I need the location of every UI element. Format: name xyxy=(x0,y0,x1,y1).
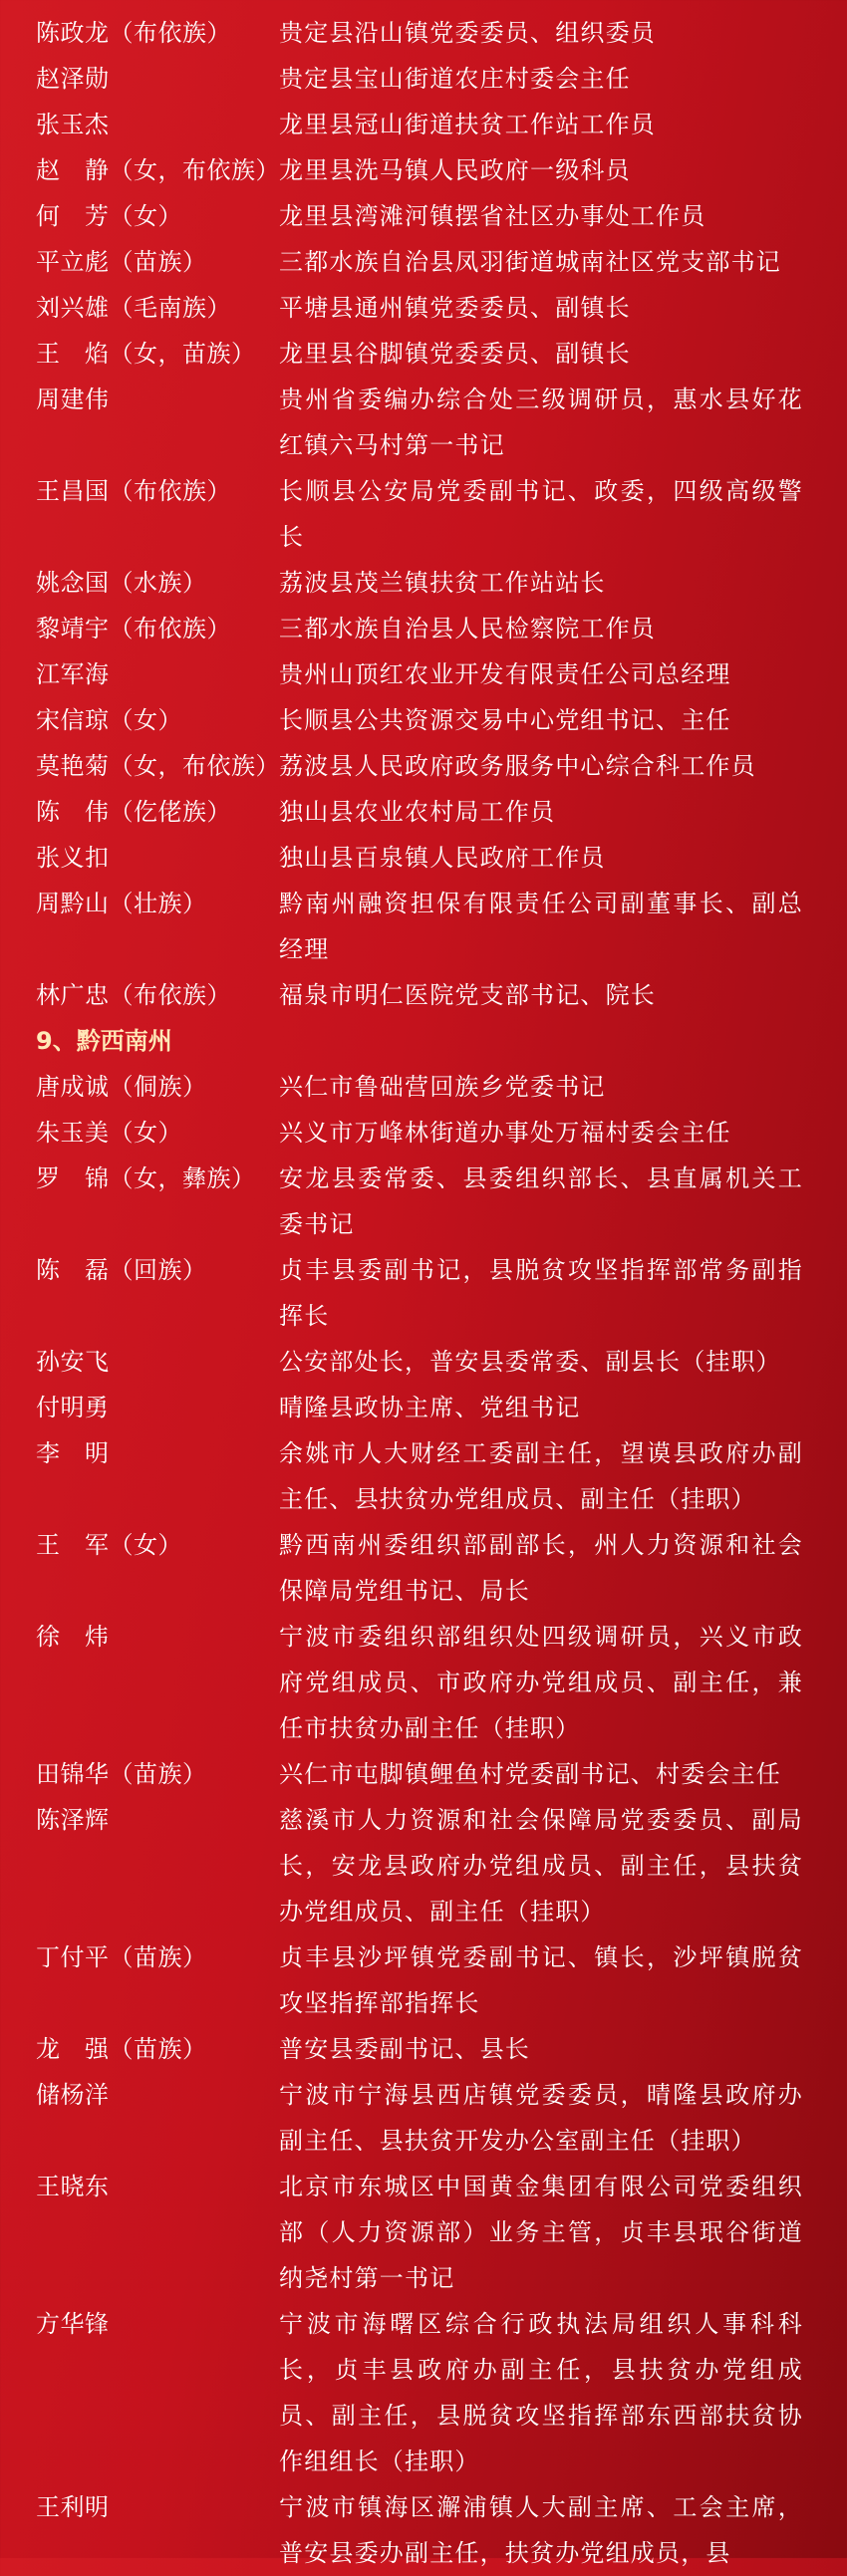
honoree-name: 丁付平（苗族） xyxy=(36,1943,207,1971)
honoree-position: 贞丰县沙坪镇党委副书记、镇长，沙坪镇脱贫攻坚指挥部指挥长 xyxy=(279,1943,803,2017)
honoree-name: 江军海 xyxy=(36,660,110,688)
honoree-position: 兴仁市屯脚镇鲤鱼村党委副书记、村委会主任 xyxy=(279,1760,781,1788)
honoree-name: 宋信琼（女） xyxy=(36,706,182,734)
honoree-name: 陈 伟（仡佬族） xyxy=(36,798,231,826)
honoree-position: 独山县农业农村局工作员 xyxy=(279,798,556,826)
honoree-position: 独山县百泉镇人民政府工作员 xyxy=(279,844,606,872)
honoree-row xyxy=(0,468,847,560)
honoree-position: 宁波市海曙区综合行政执法局组织人事科科长，贞丰县政府办副主任，县扶贫办党组成员、副主任，县脱贫攻坚指挥部东西部扶贫协作组组长（挂职） xyxy=(279,2310,803,2475)
honoree-name: 刘兴雄（毛南族） xyxy=(36,294,231,322)
honoree-name: 平立彪（苗族） xyxy=(36,248,207,276)
honoree-row xyxy=(0,147,847,193)
honoree-name: 龙 强（苗族） xyxy=(36,2035,207,2063)
honoree-position: 长顺县公共资源交易中心党组书记、主任 xyxy=(279,706,731,734)
honoree-position: 贵定县宝山街道农庄村委会主任 xyxy=(279,65,631,93)
honoree-row xyxy=(0,972,847,1018)
section-heading-qianxinan: 9、黔西南州 xyxy=(36,1027,172,1055)
honoree-position: 公安部处长，普安县委常委、副县长（挂职） xyxy=(279,1348,781,1376)
honoree-position: 宁波市委组织部组织处四级调研员，兴义市政府党组成员、市政府办党组成员、副主任，兼任市扶贫办副主任（挂职） xyxy=(279,1623,803,1742)
honoree-row xyxy=(0,1797,847,1934)
honoree-row xyxy=(0,1430,847,1522)
honoree-row xyxy=(0,56,847,102)
honoree-name: 黎靖宇（布依族） xyxy=(36,615,231,643)
honoree-position: 宁波市镇海区澥浦镇人大副主席、工会主席，普安县委办副主任，扶贫办党组成员，县 xyxy=(279,2493,803,2567)
honoree-name: 陈政龙（布依族） xyxy=(36,19,231,47)
honoree-name: 周黔山（壮族） xyxy=(36,890,207,917)
honoree-position: 慈溪市人力资源和社会保障局党委委员、副局长，安龙县政府办党组成员、副主任，县扶贫办党组成员、副主任（挂职） xyxy=(279,1806,803,1926)
honoree-position: 北京市东城区中国黄金集团有限公司党委组织部（人力资源部）业务主管，贞丰县珉谷街道纳尧村第一书记 xyxy=(279,2173,803,2292)
honoree-row xyxy=(0,2301,847,2484)
honoree-name: 方华锋 xyxy=(36,2310,110,2338)
honoree-row xyxy=(0,651,847,697)
honoree-row xyxy=(0,2026,847,2072)
honoree-name: 唐成诚（侗族） xyxy=(36,1073,207,1101)
honoree-position: 贵州山顶红农业开发有限责任公司总经理 xyxy=(279,660,731,688)
honoree-position: 三都水族自治县人民检察院工作员 xyxy=(279,615,656,643)
honoree-row xyxy=(0,377,847,468)
honoree-row xyxy=(0,606,847,651)
honoree-row xyxy=(0,193,847,239)
honoree-row xyxy=(0,1247,847,1339)
honoree-position: 长顺县公安局党委副书记、政委，四级高级警长 xyxy=(279,477,803,551)
honoree-name: 朱玉美（女） xyxy=(36,1119,182,1147)
honoree-name: 赵泽勋 xyxy=(36,65,110,93)
honoree-name: 李 明 xyxy=(36,1439,110,1467)
honoree-row xyxy=(0,1156,847,1247)
honoree-name: 孙安飞 xyxy=(36,1348,110,1376)
honoree-position: 福泉市明仁医院党支部书记、院长 xyxy=(279,981,656,1009)
honoree-row xyxy=(0,1751,847,1797)
honoree-row xyxy=(0,1064,847,1110)
honoree-position: 余姚市人大财经工委副主任，望谟县政府办副主任、县扶贫办党组成员、副主任（挂职） xyxy=(279,1439,803,1513)
honoree-row xyxy=(0,881,847,972)
honoree-name: 罗 锦（女，彝族） xyxy=(36,1164,256,1192)
honoree-position: 黔南州融资担保有限责任公司副董事长、副总经理 xyxy=(279,890,803,963)
honoree-row xyxy=(0,697,847,743)
honoree-row xyxy=(0,743,847,789)
honoree-position: 贵定县沿山镇党委委员、组织委员 xyxy=(279,19,656,47)
honoree-row xyxy=(0,789,847,835)
honoree-name: 王晓东 xyxy=(36,2173,110,2200)
honoree-name: 张玉杰 xyxy=(36,111,110,138)
honoree-position: 荔波县茂兰镇扶贫工作站站长 xyxy=(279,569,606,597)
honoree-name: 姚念国（水族） xyxy=(36,569,207,597)
honoree-list-qianxinan xyxy=(0,1064,847,2576)
honoree-row xyxy=(0,560,847,606)
honoree-position: 龙里县湾滩河镇摆省社区办事处工作员 xyxy=(279,202,706,230)
honoree-position: 龙里县谷脚镇党委委员、副镇长 xyxy=(279,340,631,368)
honoree-position: 龙里县冠山街道扶贫工作站工作员 xyxy=(279,111,656,138)
honoree-name: 王昌国（布依族） xyxy=(36,477,231,505)
honoree-name: 陈 磊（回族） xyxy=(36,1256,207,1284)
honoree-name: 徐 炜 xyxy=(36,1623,110,1651)
honoree-name: 王利明 xyxy=(36,2493,110,2521)
honoree-row xyxy=(0,1934,847,2026)
honoree-row xyxy=(0,1522,847,1614)
honoree-row xyxy=(0,2072,847,2164)
honoree-position: 晴隆县政协主席、党组书记 xyxy=(279,1394,581,1421)
honoree-row xyxy=(0,1385,847,1430)
honoree-row xyxy=(0,10,847,56)
honoree-name: 周建伟 xyxy=(36,386,110,413)
honoree-row xyxy=(0,835,847,881)
honoree-name: 王 军（女） xyxy=(36,1531,182,1559)
honoree-row xyxy=(0,239,847,285)
honoree-position: 兴仁市鲁础营回族乡党委书记 xyxy=(279,1073,606,1101)
honoree-row xyxy=(0,331,847,377)
honoree-name: 付明勇 xyxy=(36,1394,110,1421)
honoree-position: 宁波市宁海县西店镇党委委员，晴隆县政府办副主任、县扶贫开发办公室副主任（挂职） xyxy=(279,2081,803,2155)
honoree-row xyxy=(0,2484,847,2576)
honoree-name: 储杨洋 xyxy=(36,2081,110,2109)
honoree-position: 荔波县人民政府政务服务中心综合科工作员 xyxy=(279,752,756,780)
honoree-list-qiannan xyxy=(0,10,847,1018)
honoree-position: 平塘县通州镇党委委员、副镇长 xyxy=(279,294,631,322)
honoree-row xyxy=(0,1110,847,1156)
honoree-row xyxy=(0,1614,847,1751)
honoree-position: 黔西南州委组织部副部长，州人力资源和社会保障局党组书记、局长 xyxy=(279,1531,803,1605)
honoree-name: 王 焰（女，苗族） xyxy=(36,340,256,368)
honoree-row xyxy=(0,2164,847,2301)
honoree-row xyxy=(0,1339,847,1385)
honoree-position: 三都水族自治县凤羽街道城南社区党支部书记 xyxy=(279,248,781,276)
honoree-name: 林广忠（布依族） xyxy=(36,981,231,1009)
honoree-position: 安龙县委常委、县委组织部长、县直属机关工委书记 xyxy=(279,1164,803,1238)
honoree-name: 何 芳（女） xyxy=(36,202,182,230)
honoree-row xyxy=(0,285,847,331)
honoree-row xyxy=(0,102,847,147)
honoree-name: 莫艳菊（女，布依族） xyxy=(36,752,280,780)
honoree-name: 赵 静（女，布依族） xyxy=(36,156,280,184)
honoree-position: 龙里县洗马镇人民政府一级科员 xyxy=(279,156,631,184)
honoree-name: 陈泽辉 xyxy=(36,1806,110,1834)
honoree-position: 贵州省委编办综合处三级调研员，惠水县好花红镇六马村第一书记 xyxy=(279,386,803,459)
honoree-position: 贞丰县委副书记，县脱贫攻坚指挥部常务副指挥长 xyxy=(279,1256,803,1330)
honoree-position: 普安县委副书记、县长 xyxy=(279,2035,530,2063)
honoree-name: 田锦华（苗族） xyxy=(36,1760,207,1788)
honoree-name: 张义扣 xyxy=(36,844,110,872)
honoree-position: 兴义市万峰林街道办事处万福村委会主任 xyxy=(279,1119,731,1147)
